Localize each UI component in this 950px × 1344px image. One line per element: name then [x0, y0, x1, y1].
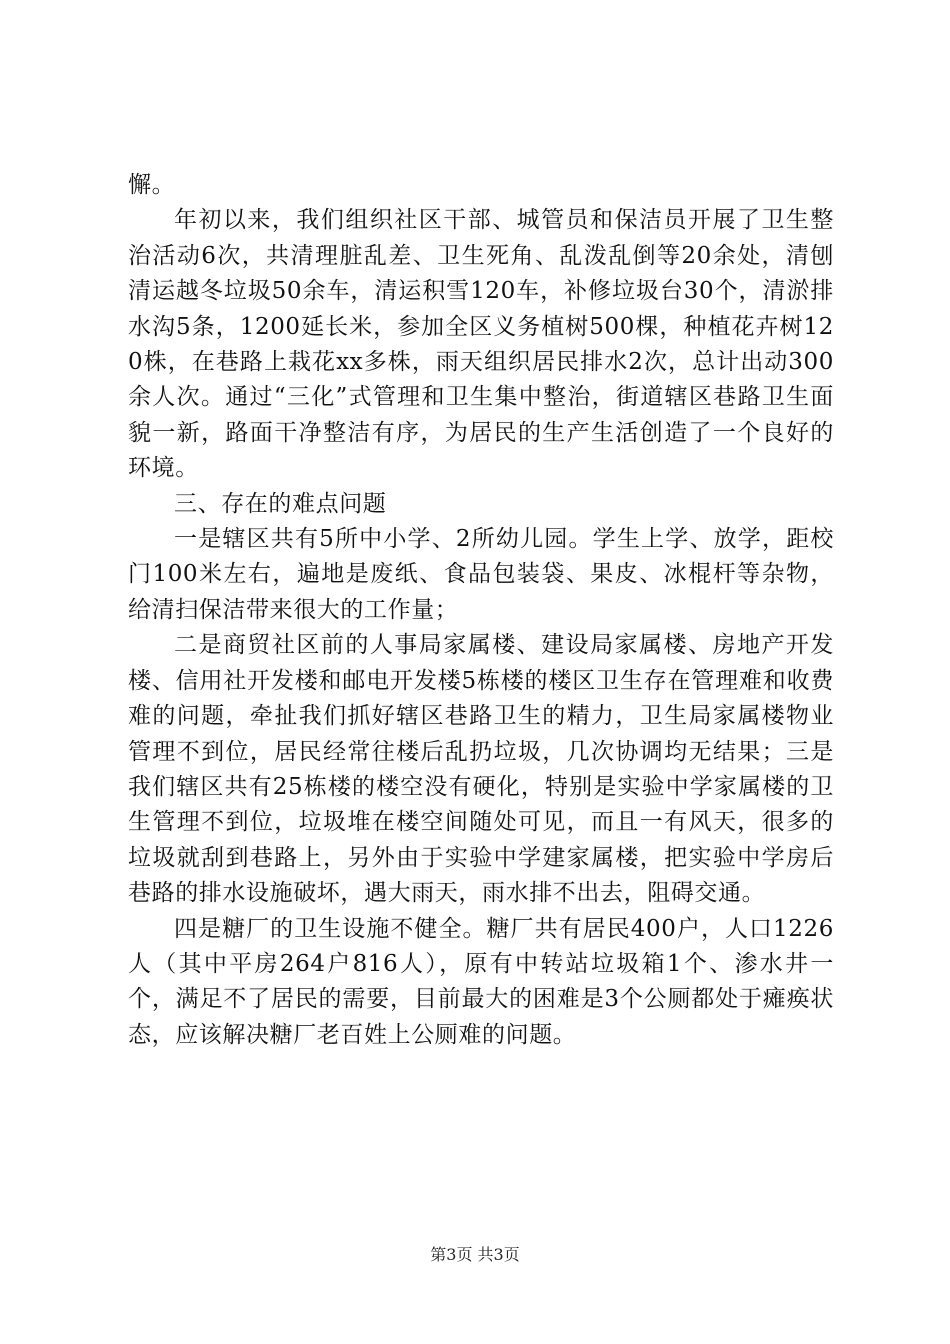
paragraph-sanitation-work: 年初以来，我们组织社区干部、城管员和保洁员开展了卫生整治活动6次，共清理脏乱差、卫生死角、乱泼乱倒等20余处，清刨清运越冬垃圾50余车，清运积雪120车，补修垃圾台30个，清淤排水沟5条，1200延长米，参加全区义务植树500棵，种植花卉树120株，在巷路上栽花xx多株，雨天组织居民排水2次，总计出动300余人次。通过“三化”式管理和卫生集中整治，街道辖区巷路卫生面貌一新，路面干净整洁有序，为居民的生产生活创造了一个良好的环境。: [128, 207, 834, 482]
page-number-footer: 第3页 共3页: [430, 1245, 520, 1264]
section-heading-difficulties: 三、存在的难点问题: [174, 490, 387, 517]
paragraph-schools: 一是辖区共有5所中小学、2所幼儿园。学生上学、放学，距校门100米左右，遍地是废纸、食品包装袋、果皮、冰棍杆等杂物，给清扫保洁带来很大的工作量；: [128, 526, 834, 623]
document-body: [128, 168, 834, 1053]
paragraph-continuation: 懈。: [128, 172, 176, 198]
paragraph-sugar-factory: 四是糖厂的卫生设施不健全。糖厂共有居民400户，人口1226人（其中平房264户816人），原有中转站垃圾箱1个、渗水井一个，满足不了居民的需要，目前最大的困难是3个公厕都处于瘫痪状态，应该解决糖厂老百姓上公厕难的问题。: [128, 915, 834, 1048]
paragraph-buildings: 二是商贸社区前的人事局家属楼、建设局家属楼、房地产开发楼、信用社开发楼和邮电开发楼5栋楼的楼区卫生存在管理难和收费难的问题，牵扯我们抓好辖区巷路卫生的精力，卫生局家属楼物业管理不到位，居民经常往楼后乱扔垃圾，几次协调均无结果；三是我们辖区共有25栋楼的楼空没有硬化，特别是实验中学家属楼的卫生管理不到位，垃圾堆在楼空间随处可见，而且一有风天，很多的垃圾就刮到巷路上，另外由于实验中学建家属楼，把实验中学房后巷路的排水设施破坏，遇大雨天，雨水排不出去，阻碍交通。: [128, 632, 834, 907]
